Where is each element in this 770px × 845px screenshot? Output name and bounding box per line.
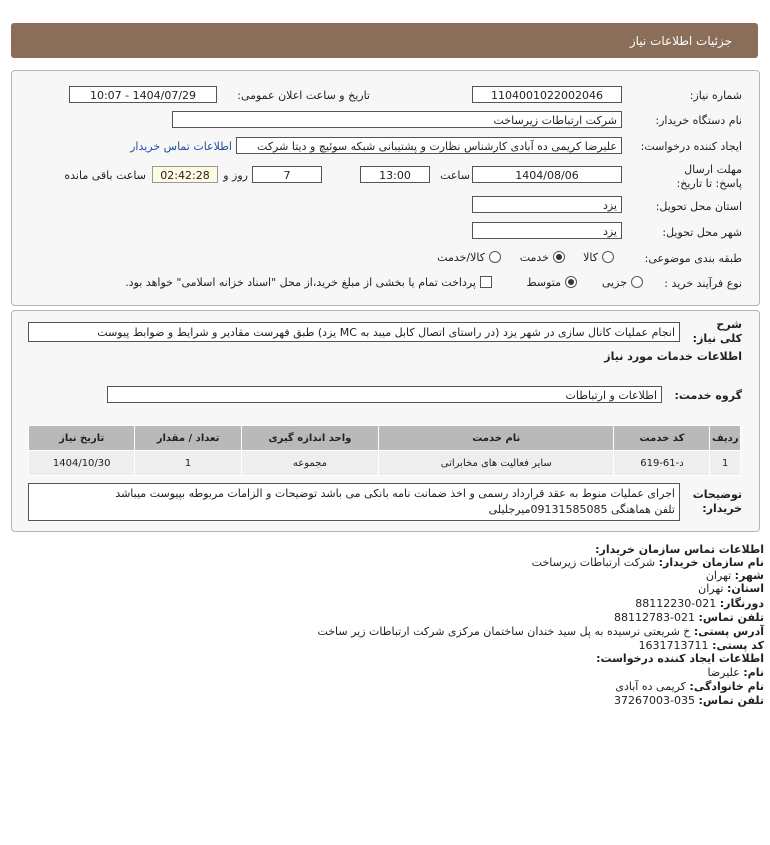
cell-name: سایر فعالیت های مخابراتی xyxy=(379,451,614,476)
creator-info-title: اطلاعات ایجاد کننده درخواست: xyxy=(596,652,764,665)
category-option-service: خدمت xyxy=(519,251,549,264)
services-section-title: اطلاعات خدمات مورد نیاز xyxy=(604,350,742,363)
contact-fax: دورنگار: 021-88112230 xyxy=(635,597,764,610)
buyer-org-label: نام دستگاه خریدار: xyxy=(655,114,742,127)
col-qty: تعداد / مقدار xyxy=(135,426,241,451)
remaining-label: ساعت باقی مانده xyxy=(64,169,146,182)
services-table xyxy=(28,425,741,476)
province-label: استان محل تحویل: xyxy=(655,200,742,213)
buyer-org-field: شرکت ارتباطات زیرساخت xyxy=(172,111,622,128)
cell-date: 1404/10/30 xyxy=(29,451,135,476)
time-label: ساعت xyxy=(440,169,470,182)
col-unit: واحد اندازه گیری xyxy=(241,426,378,451)
service-group-label: گروه خدمت: xyxy=(674,389,742,402)
contact-province: استان: تهران xyxy=(698,582,764,595)
category-option-goods-service: کالا/خدمت xyxy=(437,251,485,264)
col-date: تاریخ نیاز xyxy=(29,426,135,451)
remaining-time-field: 02:42:28 xyxy=(152,166,218,183)
province-field: یزد xyxy=(472,196,622,213)
cell-unit: مجموعه xyxy=(241,451,378,476)
creator-label: ایجاد کننده درخواست: xyxy=(640,140,742,153)
process-radio-medium[interactable] xyxy=(565,276,577,288)
cell-row: 1 xyxy=(710,451,741,476)
treasury-payment-checkbox[interactable] xyxy=(480,276,492,288)
col-name: نام خدمت xyxy=(379,426,614,451)
col-row: ردیف xyxy=(710,426,741,451)
need-number-field: 1104001022002046 xyxy=(472,86,622,103)
cell-code: د-61-619 xyxy=(614,451,710,476)
creator-phone: تلفن تماس: 035-37267003 xyxy=(614,694,764,707)
category-radio-service[interactable] xyxy=(553,251,565,263)
contact-city: شهر: تهران xyxy=(705,569,764,582)
contact-address: آدرس پستی: خ شریعتی نرسیده به پل سید خندان ساختمان مرکزی شرکت ارتباطات زیر ساخت xyxy=(317,625,764,638)
deadline-label: مهلت ارسال پاسخ: تا تاریخ: xyxy=(676,163,742,190)
service-group-field: اطلاعات و ارتباطات xyxy=(107,386,662,403)
buyer-notes-field xyxy=(28,483,680,521)
need-number-label: شماره نیاز: xyxy=(689,89,742,102)
cell-qty: 1 xyxy=(135,451,241,476)
category-radio-goods[interactable] xyxy=(602,251,614,263)
process-label: نوع فرآیند خرید : xyxy=(664,277,742,290)
category-radio-goods-service[interactable] xyxy=(489,251,501,263)
deadline-time-field: 13:00 xyxy=(360,166,430,183)
process-option-medium: متوسط xyxy=(526,276,561,289)
page-title: جزئیات اطلاعات نیاز xyxy=(629,34,732,48)
table-row xyxy=(29,451,741,476)
contact-title: اطلاعات تماس سازمان خریدار: xyxy=(595,543,764,556)
days-field: 7 xyxy=(252,166,322,183)
treasury-payment-note: پرداخت تمام یا بخشی از مبلغ خرید،از محل "اسناد خزانه اسلامی" خواهد بود. xyxy=(125,276,476,289)
table-header-row xyxy=(29,426,741,451)
buyer-notes-label: توضیحات خریدار: xyxy=(692,488,742,515)
buyer-contact-link[interactable]: اطلاعات تماس خریدار xyxy=(130,140,232,153)
announce-field: 1404/07/29 - 10:07 xyxy=(69,86,217,103)
contact-postal: کد پستی: 1631713711 xyxy=(638,639,764,652)
deadline-date-field: 1404/08/06 xyxy=(472,166,622,183)
creator-field: علیرضا کریمی ده آبادی کارشناس نظارت و پشتیبانی شبکه سوئیچ و دیتا شرکت xyxy=(236,137,622,154)
contact-phone: تلفن تماس: 021-88112783 xyxy=(614,611,764,624)
creator-last-name: نام خانوادگی: کریمی ده آبادی xyxy=(615,680,764,693)
buyer-notes-line1: اجرای عملیات منوط به عقد قرارداد رسمی و اخذ ضمانت نامه بانکی می باشد توضیحات و الزامات مربوطه بپیوست میباشد xyxy=(115,487,675,500)
category-label: طبقه بندی موضوعی: xyxy=(644,252,742,265)
announce-label: تاریخ و ساعت اعلان عمومی: xyxy=(237,89,370,102)
process-option-minor: جزیی xyxy=(601,276,627,289)
details-panel xyxy=(11,70,760,306)
city-field: یزد xyxy=(472,222,622,239)
contact-org: نام سازمان خریدار: شرکت ارتباطات زیرساخت xyxy=(531,556,764,569)
process-radio-minor[interactable] xyxy=(631,276,643,288)
summary-field: انجام عملیات کانال سازی در شهر یزد (در راستای اتصال کابل میبد به MC یزد) طبق فهرست مقادیر و شرایط و ضوابط پیوست xyxy=(28,322,680,342)
creator-first-name: نام: علیرضا xyxy=(707,666,764,679)
category-option-goods: کالا xyxy=(583,251,598,264)
days-label: روز و xyxy=(223,169,248,182)
page-header xyxy=(11,23,758,58)
city-label: شهر محل تحویل: xyxy=(662,226,742,239)
summary-label: شرح کلی نیاز: xyxy=(692,318,742,345)
buyer-notes-line2: تلفن هماهنگی 09131585085میرجلیلی xyxy=(488,503,675,516)
col-code: کد خدمت xyxy=(614,426,710,451)
